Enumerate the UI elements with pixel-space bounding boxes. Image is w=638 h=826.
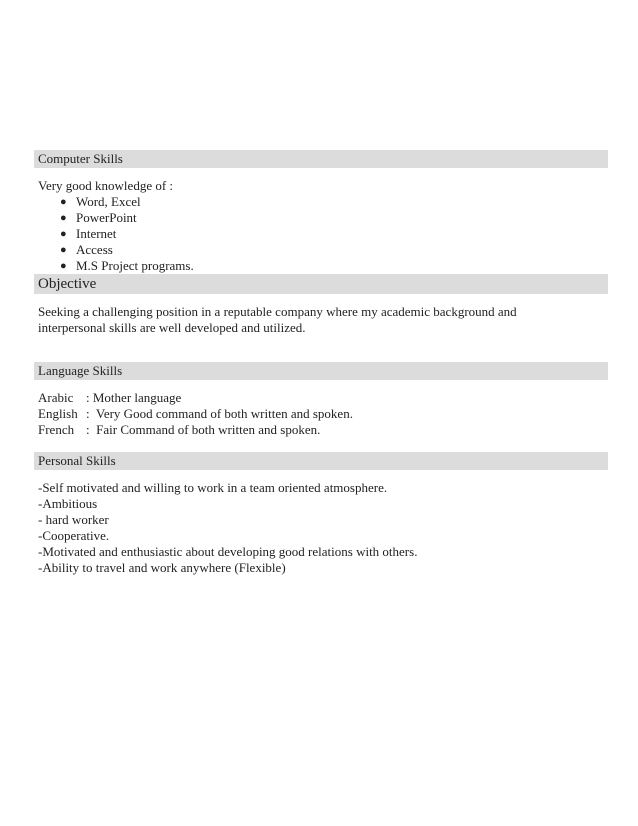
language-row: French : Fair Command of both written and spoken. (38, 422, 321, 437)
language-level: Fair Command of both written and spoken. (96, 422, 321, 437)
bullet-icon: ● (60, 196, 67, 208)
language-level: Mother language (92, 390, 182, 405)
list-item: ● Word, Excel (60, 194, 141, 209)
language-skills-header: Language Skills (34, 362, 608, 380)
language-name: English (38, 406, 78, 421)
personal-skills-header: Personal Skills (34, 452, 608, 470)
objective-line: Seeking a challenging position in a reputable company where my academic background and (38, 304, 517, 319)
bullet-icon: ● (60, 212, 67, 224)
language-name: Arabic (38, 390, 74, 405)
computer-skills-header: Computer Skills (34, 150, 608, 168)
objective-header: Objective (34, 274, 608, 294)
list-item: - hard worker (38, 512, 109, 527)
list-item: -Motivated and enthusiastic about developing good relations with others. (38, 544, 418, 559)
language-level: Very Good command of both written and spoken. (95, 406, 353, 421)
language-skills-list (38, 390, 353, 438)
list-item: ● PowerPoint (60, 210, 137, 225)
list-item: -Ability to travel and work anywhere (Flexible) (38, 560, 286, 575)
objective-line: interpersonal skills are well developed and utilized. (38, 320, 306, 335)
bullet-icon: ● (60, 244, 67, 256)
objective-text (38, 304, 517, 336)
personal-skills-list (38, 480, 417, 576)
list-item: -Cooperative. (38, 528, 110, 543)
computer-skills-intro: Very good knowledge of : (38, 178, 174, 193)
list-item: -Ambitious (38, 496, 98, 511)
bullet-icon: ● (60, 228, 67, 240)
list-item: ● M.S Project programs. (60, 258, 194, 273)
list-item: ● Internet (60, 226, 117, 241)
language-name: French (38, 422, 75, 437)
computer-skills-list (38, 194, 194, 274)
list-item: -Self motivated and willing to work in a team oriented atmosphere. (38, 480, 388, 495)
bullet-icon: ● (60, 260, 67, 272)
language-row: Arabic : Mother language (38, 390, 182, 405)
list-item: ● Access (60, 242, 113, 257)
language-row: English : Very Good command of both written and spoken. (38, 406, 353, 421)
